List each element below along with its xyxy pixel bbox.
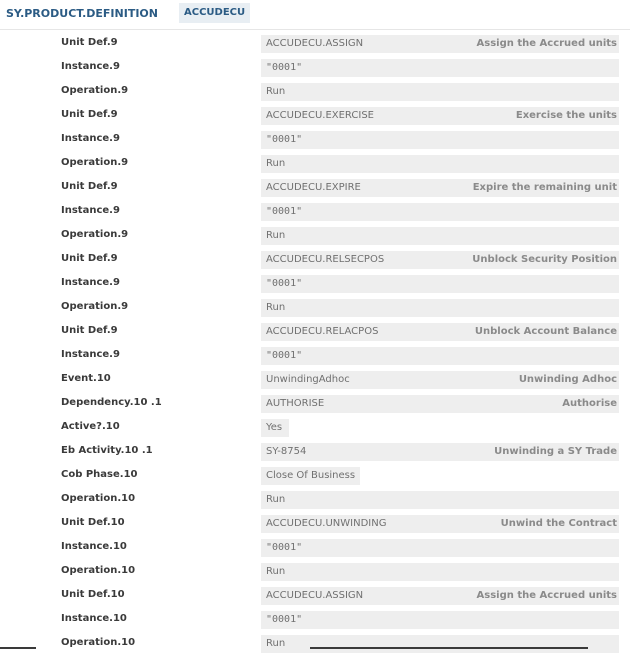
field-value: Run (266, 158, 286, 169)
field-row (0, 512, 630, 536)
field-value-box[interactable] (261, 467, 360, 485)
field-value-box[interactable] (261, 203, 619, 221)
field-label: Unit Def.10 (61, 589, 125, 600)
field-label: Active?.10 (61, 421, 120, 432)
field-value-box[interactable] (261, 635, 619, 653)
field-description: Exercise the units (515, 110, 617, 121)
field-description: Assign the Accrued units (476, 38, 617, 49)
field-value-box[interactable] (261, 83, 619, 101)
field-label: Dependency.10 .1 (61, 397, 162, 408)
field-description: Unblock Account Balance (474, 326, 617, 337)
field-value: UnwindingAdhoc (266, 374, 350, 385)
field-row (0, 200, 630, 224)
field-label: Operation.10 (61, 493, 136, 504)
field-value: ACCUDECU.UNWINDING (266, 518, 387, 529)
field-row (0, 128, 630, 152)
field-label: Instance.10 (61, 541, 127, 552)
field-label: Operation.9 (61, 301, 129, 312)
field-value: "0001" (266, 278, 303, 289)
field-row (0, 248, 630, 272)
field-label: Event.10 (61, 373, 111, 384)
field-label: Unit Def.9 (61, 253, 118, 264)
field-value-box[interactable] (261, 59, 619, 77)
field-description: Authorise (562, 398, 617, 409)
field-row (0, 152, 630, 176)
field-value: ACCUDECU.ASSIGN (266, 38, 364, 49)
field-label: Instance.9 (61, 61, 120, 72)
record-id-badge[interactable]: ACCUDECU (179, 3, 250, 23)
field-value: AUTHORISE (266, 398, 325, 409)
field-row (0, 80, 630, 104)
field-value-box[interactable] (261, 443, 619, 461)
field-row (0, 584, 630, 608)
field-row (0, 464, 630, 488)
field-label: Operation.9 (61, 229, 129, 240)
field-row (0, 320, 630, 344)
field-value: ACCUDECU.EXERCISE (266, 110, 374, 121)
field-value-box[interactable] (261, 419, 289, 437)
field-value-box[interactable] (261, 35, 619, 53)
field-value-box[interactable] (261, 563, 619, 581)
header-divider (0, 29, 630, 30)
field-value: Run (266, 566, 286, 577)
field-description: Expire the remaining unit (472, 182, 617, 193)
field-value-box[interactable] (261, 299, 619, 317)
field-label: Unit Def.10 (61, 517, 125, 528)
field-value-box[interactable] (261, 371, 619, 389)
field-value-box[interactable] (261, 587, 619, 605)
field-description: Unwinding Adhoc (518, 374, 617, 385)
page-title: SY.PRODUCT.DEFINITION (6, 7, 158, 20)
field-description: Unwind the Contract (500, 518, 617, 529)
field-row (0, 488, 630, 512)
field-row (0, 608, 630, 632)
field-value: Run (266, 302, 286, 313)
field-description: Assign the Accrued units (476, 590, 617, 601)
field-row (0, 392, 630, 416)
field-label: Operation.9 (61, 157, 129, 168)
field-row (0, 440, 630, 464)
field-value: "0001" (266, 62, 303, 73)
field-value-box[interactable] (261, 275, 619, 293)
field-description: Unblock Security Position (472, 254, 617, 265)
field-label: Instance.9 (61, 349, 120, 360)
field-value: ACCUDECU.RELACPOS (266, 326, 379, 337)
field-value: Yes (266, 422, 283, 433)
field-label: Unit Def.9 (61, 109, 118, 120)
page-header (0, 0, 630, 30)
field-label: Operation.10 (61, 565, 136, 576)
field-description: Unwinding a SY Trade (494, 446, 617, 457)
field-value: ACCUDECU.RELSECPOS (266, 254, 385, 265)
field-value: Run (266, 494, 286, 505)
field-value: ACCUDECU.EXPIRE (266, 182, 361, 193)
field-row (0, 368, 630, 392)
field-row (0, 224, 630, 248)
field-row (0, 176, 630, 200)
field-label: Instance.9 (61, 277, 120, 288)
field-row (0, 104, 630, 128)
field-label: Instance.9 (61, 205, 120, 216)
field-row (0, 56, 630, 80)
field-value-box[interactable] (261, 539, 619, 557)
field-value: Run (266, 230, 286, 241)
field-value-box[interactable] (261, 611, 619, 629)
field-label: Instance.10 (61, 613, 127, 624)
field-label: Unit Def.9 (61, 37, 118, 48)
field-row (0, 32, 630, 56)
field-row (0, 632, 630, 656)
field-value-box[interactable] (261, 515, 619, 533)
field-value-box[interactable] (261, 227, 619, 245)
field-value: Run (266, 638, 286, 649)
field-row (0, 560, 630, 584)
field-label: Instance.9 (61, 133, 120, 144)
field-value: Close Of Business (266, 470, 356, 481)
field-row (0, 416, 630, 440)
field-value: ACCUDECU.ASSIGN (266, 590, 364, 601)
field-value: SY-8754 (266, 446, 307, 457)
field-value: "0001" (266, 206, 303, 217)
field-value-box[interactable] (261, 323, 619, 341)
field-value-box[interactable] (261, 347, 619, 365)
field-value-box[interactable] (261, 179, 619, 197)
field-value-box[interactable] (261, 251, 619, 269)
field-label: Cob Phase.10 (61, 469, 138, 480)
field-value: "0001" (266, 542, 303, 553)
field-label: Unit Def.9 (61, 181, 118, 192)
field-label: Operation.10 (61, 637, 136, 648)
field-row (0, 296, 630, 320)
field-value: "0001" (266, 350, 303, 361)
field-value-box[interactable] (261, 395, 619, 413)
field-value-box[interactable] (261, 491, 619, 509)
field-row (0, 536, 630, 560)
field-list (0, 32, 630, 656)
field-value: "0001" (266, 614, 303, 625)
field-row (0, 344, 630, 368)
field-label: Operation.9 (61, 85, 129, 96)
field-value-box[interactable] (261, 107, 619, 125)
field-label: Eb Activity.10 .1 (61, 445, 153, 456)
field-value-box[interactable] (261, 155, 619, 173)
field-value: "0001" (266, 134, 303, 145)
field-value: Run (266, 86, 286, 97)
field-row (0, 272, 630, 296)
field-label: Unit Def.9 (61, 325, 118, 336)
field-value-box[interactable] (261, 131, 619, 149)
